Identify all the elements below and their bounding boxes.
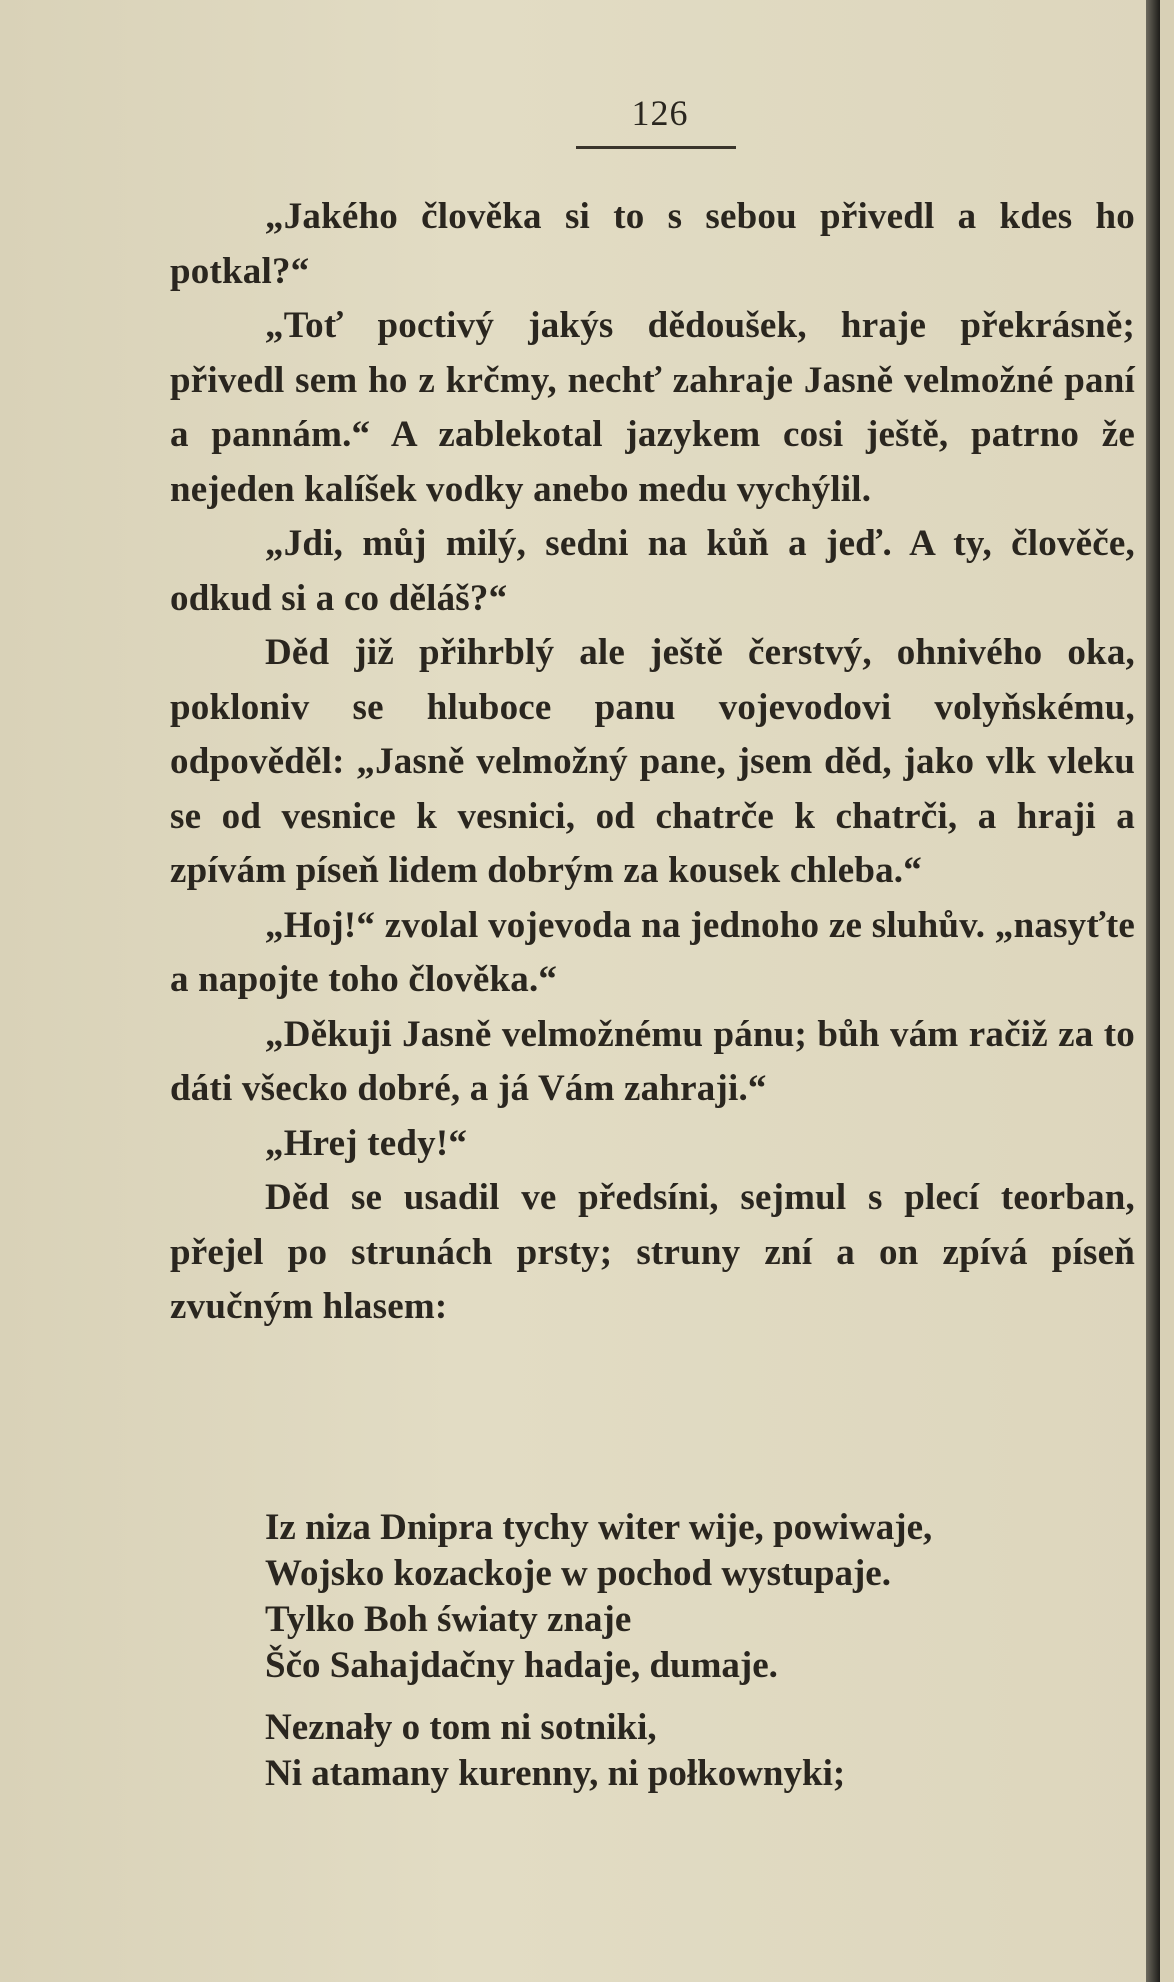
- paragraph: „Hrej tedy!“: [265, 1122, 468, 1164]
- poem-line: Ščo Sahajdačny hadaje, dumaje.: [265, 1645, 778, 1686]
- book-spine-edge: [1146, 0, 1160, 1982]
- paragraph: „Jakého člověka si to s sebou přivedl a kdes ho potkal?“: [170, 196, 1135, 292]
- page-number: 126: [631, 93, 689, 133]
- poem-line: Iz niza Dnipra tychy witer wije, powiwaje,: [265, 1507, 933, 1548]
- paragraph: „Hoj!“ zvolal vojevoda na jednoho ze sluhův. „nasyťte a napojte toho člověka.“: [170, 904, 1135, 1000]
- poem-line: Neznały o tom ni sotniki,: [265, 1707, 657, 1748]
- paragraph: „Jdi, můj milý, sedni na kůň a jeď. A ty, člověče, odkud si a co děláš?“: [170, 523, 1135, 619]
- poem-stanza-1: [265, 1505, 1115, 1689]
- poem-line: Tylko Boh światy znaje: [265, 1599, 632, 1640]
- poem-line: Wojsko kozackoje w pochod wystupaje.: [265, 1553, 891, 1594]
- paragraph: „Toť poctivý jakýs dědoušek, hraje překrásně; přivedl sem ho z krčmy, nechť zahraje Jasně velmožné paní a pannám.“ A zablekotal jazykem cosi ještě, patrno že nejeden kalíšek vodky anebo medu vychýlil.: [170, 305, 1135, 510]
- prose-body: [170, 190, 1135, 1335]
- poem-stanza-2: [265, 1705, 1115, 1797]
- paragraph: Děd se usadil ve předsíni, sejmul s plecí teorban, přejel po strunách prsty; struny zní a on zpívá píseň zvučným hlasem:: [170, 1177, 1135, 1327]
- paragraph: Děd již přihrblý ale ještě čerstvý, ohnivého oka, pokloniv se hluboce panu vojevodovi volyňskému, odpověděl: „Jasně velmožný pane, jsem děd, jako vlk vleku se od vesnice k vesnici, od chatrče k chatrči, a hraji a zpívám píseň lidem dobrým za kousek chleba.“: [170, 632, 1135, 891]
- page-number-rule: [576, 146, 736, 149]
- paragraph: „Děkuji Jasně velmožnému pánu; bůh vám račiž za to dáti všecko dobré, a já Vám zahraji.“: [170, 1013, 1135, 1109]
- poem-line: Ni atamany kurenny, ni połkownyki;: [265, 1753, 846, 1794]
